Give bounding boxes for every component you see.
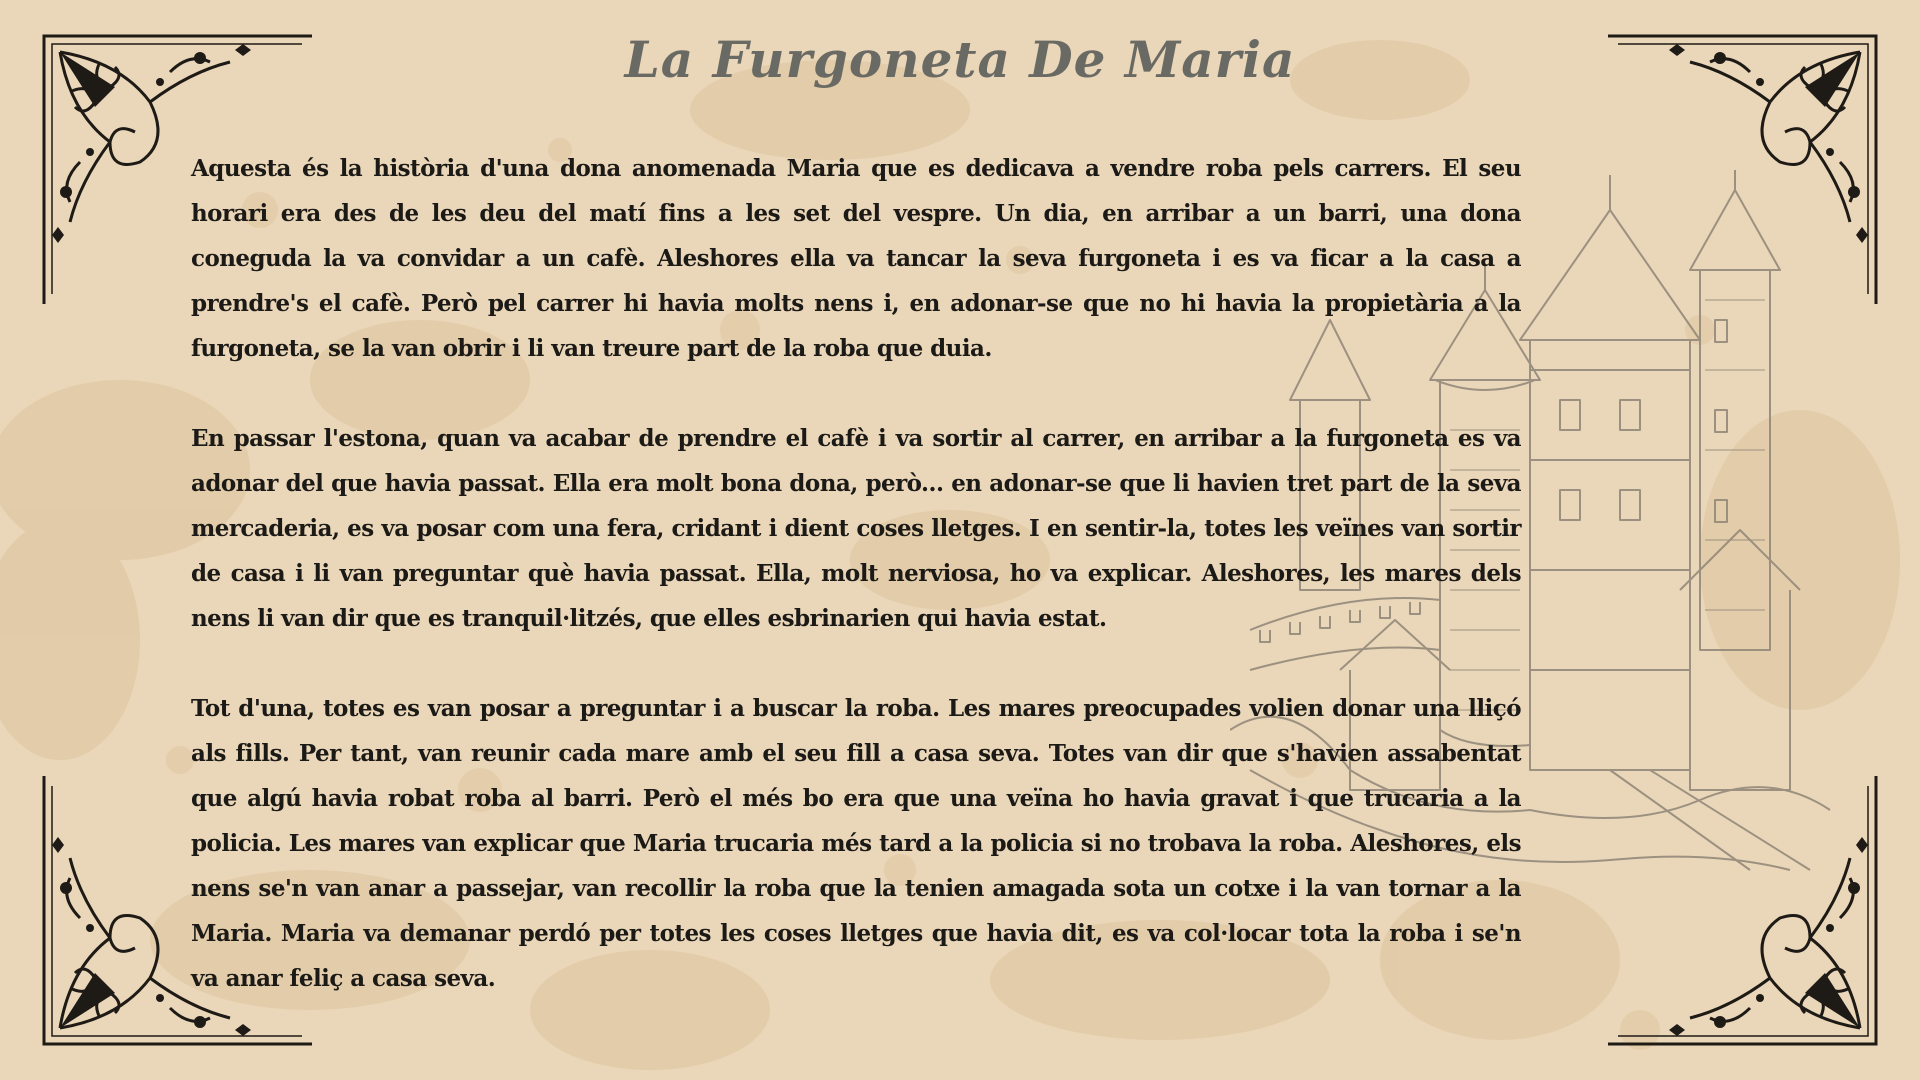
paragraph-2: En passar l'estona, quan va acabar de prendre el cafè i va sortir al carrer, en arribar a la furgoneta es va adonar del que havia passat. Ella era molt bona dona, però... en adonar-se que li havien tret part de la seva mercaderia, es va posar com una fera, cridant i dient coses lletges. I en sentir-la, totes les veïnes van sortir de casa i li van preguntar què havia passat. Ella, molt nerviosa, ho va explicar. Aleshores, les mares dels nens li van dir que es tranquil·litzés, que elles esbrinarien qui havia estat.: [191, 425, 1521, 632]
story-body: [191, 146, 1521, 1046]
paragraph-3: Tot d'una, totes es van posar a preguntar i a buscar la roba. Les mares preocupades volien donar una lliçó als fills. Per tant, van reunir cada mare amb el seu fill a casa seva. Totes van dir que s'havien assabentat que algú havia robat roba al barri. Però el més bo era que una veïna ho havia gravat i que trucaria a la policia. Les mares van explicar que Maria trucaria més tard a la policia si no trobava la roba. Aleshores, els nens se'n van anar a passejar, van recollir la roba que la tenien amagada sota un cotxe i la van tornar a la Maria. Maria va demanar perdó per totes les coses lletges que havia dit, es va col·locar tota la roba i se'n va anar feliç a casa seva.: [191, 695, 1521, 992]
corner-ornament-top-right: [1600, 32, 1880, 312]
paragraph-1: Aquesta és la història d'una dona anomenada Maria que es dedicava a vendre roba pels carrers. El seu horari era des de les deu del matí fins a les set del vespre. Un dia, en arribar a un barri, una dona coneguda la va convidar a un cafè. Aleshores ella va tancar la seva furgoneta i es va ficar a la casa a prendre's el cafè. Però pel carrer hi havia molts nens i, en adonar-se que no hi havia la propietària a la furgoneta, se la van obrir i li van treure part de la roba que duia.: [191, 155, 1521, 362]
page-title: La Furgoneta De Maria: [624, 30, 1296, 89]
corner-ornament-bottom-right: [1600, 768, 1880, 1048]
